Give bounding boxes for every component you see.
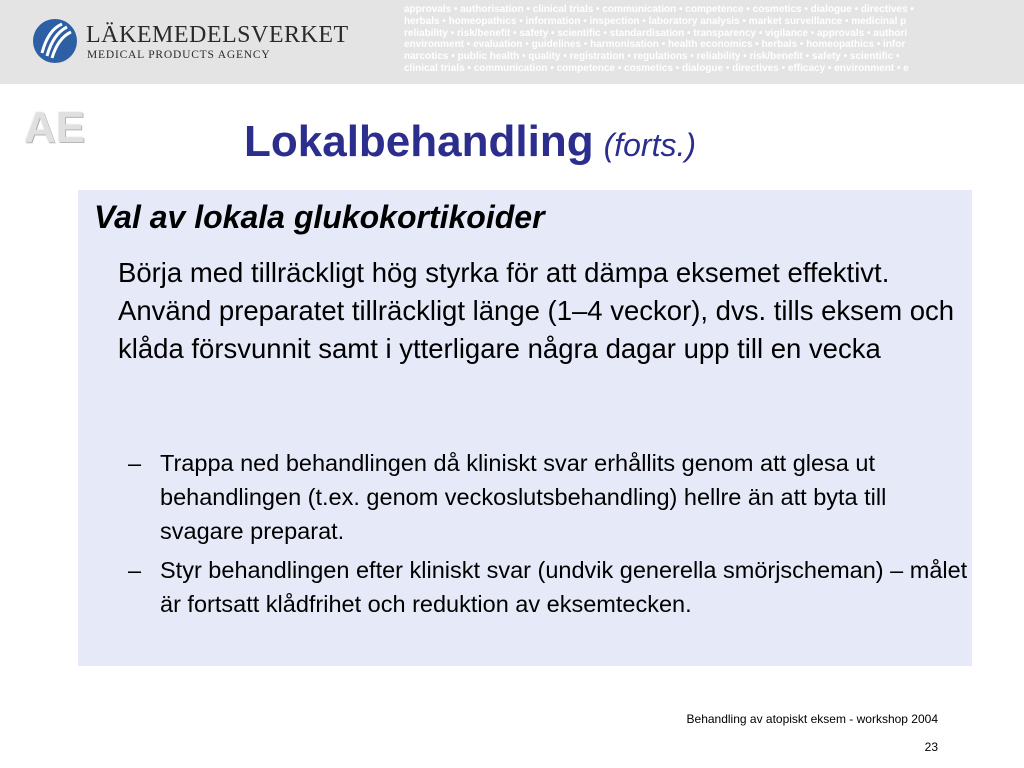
section-tag: AE [24, 103, 86, 152]
watermark-line: narcotics • public health • quality • registration • regulations • reliability • risk/benefit • safety • scientific • [404, 51, 900, 63]
bullet-dash: – [128, 450, 142, 476]
watermark-line: environment • evaluation • guidelines • harmonisation • health economics • herbals • homeopathics • infor [404, 39, 906, 51]
footer-text: Behandling av atopiskt eksem - workshop 2004 [686, 712, 938, 726]
keyword-watermark [404, 4, 1024, 80]
slide-title-suffix: (forts.) [603, 127, 697, 163]
header-band [0, 0, 1024, 84]
agency-subtitle: MEDICAL PRODUCTS AGENCY [87, 49, 271, 61]
watermark-line: clinical trials • communication • competence • cosmetics • dialogue • directives • efficacy • environment • e [404, 62, 909, 74]
bullet-item [128, 553, 972, 621]
content-paragraph: Börja med tillräckligt hög styrka för att dämpa eksemet effektivt. Använd preparatet tillräckligt länge (1–4 veckor), dvs. tills eksem och klåda försvunnit samt i ytterligare några dagar upp till en vecka [118, 257, 955, 364]
watermark-line: herbals • homeopathics • information • inspection • laboratory analysis • market surveillance • medicinal p [404, 15, 907, 27]
bullet-text: Styr behandlingen efter kliniskt svar (undvik generella smörjscheman) – målet är fortsatt klådfrihet och reduktion av eksemtecken. [160, 557, 968, 617]
bullet-dash: – [128, 557, 142, 583]
content-heading: Val av lokala glukokortikoider [94, 199, 545, 235]
agency-logo-icon [32, 18, 78, 64]
watermark-line: approvals • authorisation • clinical trials • communication • competence • cosmetics • dialogue • directives • [404, 4, 914, 15]
bullet-list [128, 446, 972, 626]
watermark-line: reliability • risk/benefit • safety • scientific • standardisation • transparency • vigilance • approvals • authori [404, 27, 908, 39]
slide-title-main: Lokalbehandling [244, 117, 594, 166]
content-box [78, 190, 972, 666]
slide-title [244, 116, 696, 171]
page-number: 23 [924, 740, 938, 754]
bullet-text: Trappa ned behandlingen då kliniskt svar erhållits genom att glesa ut behandlingen (t.ex. genom veckoslutsbehandling) hellre än att byta till svagare preparat. [160, 450, 887, 544]
bullet-item [128, 446, 972, 548]
agency-name: LÄKEMEDELSVERKET [86, 22, 349, 48]
